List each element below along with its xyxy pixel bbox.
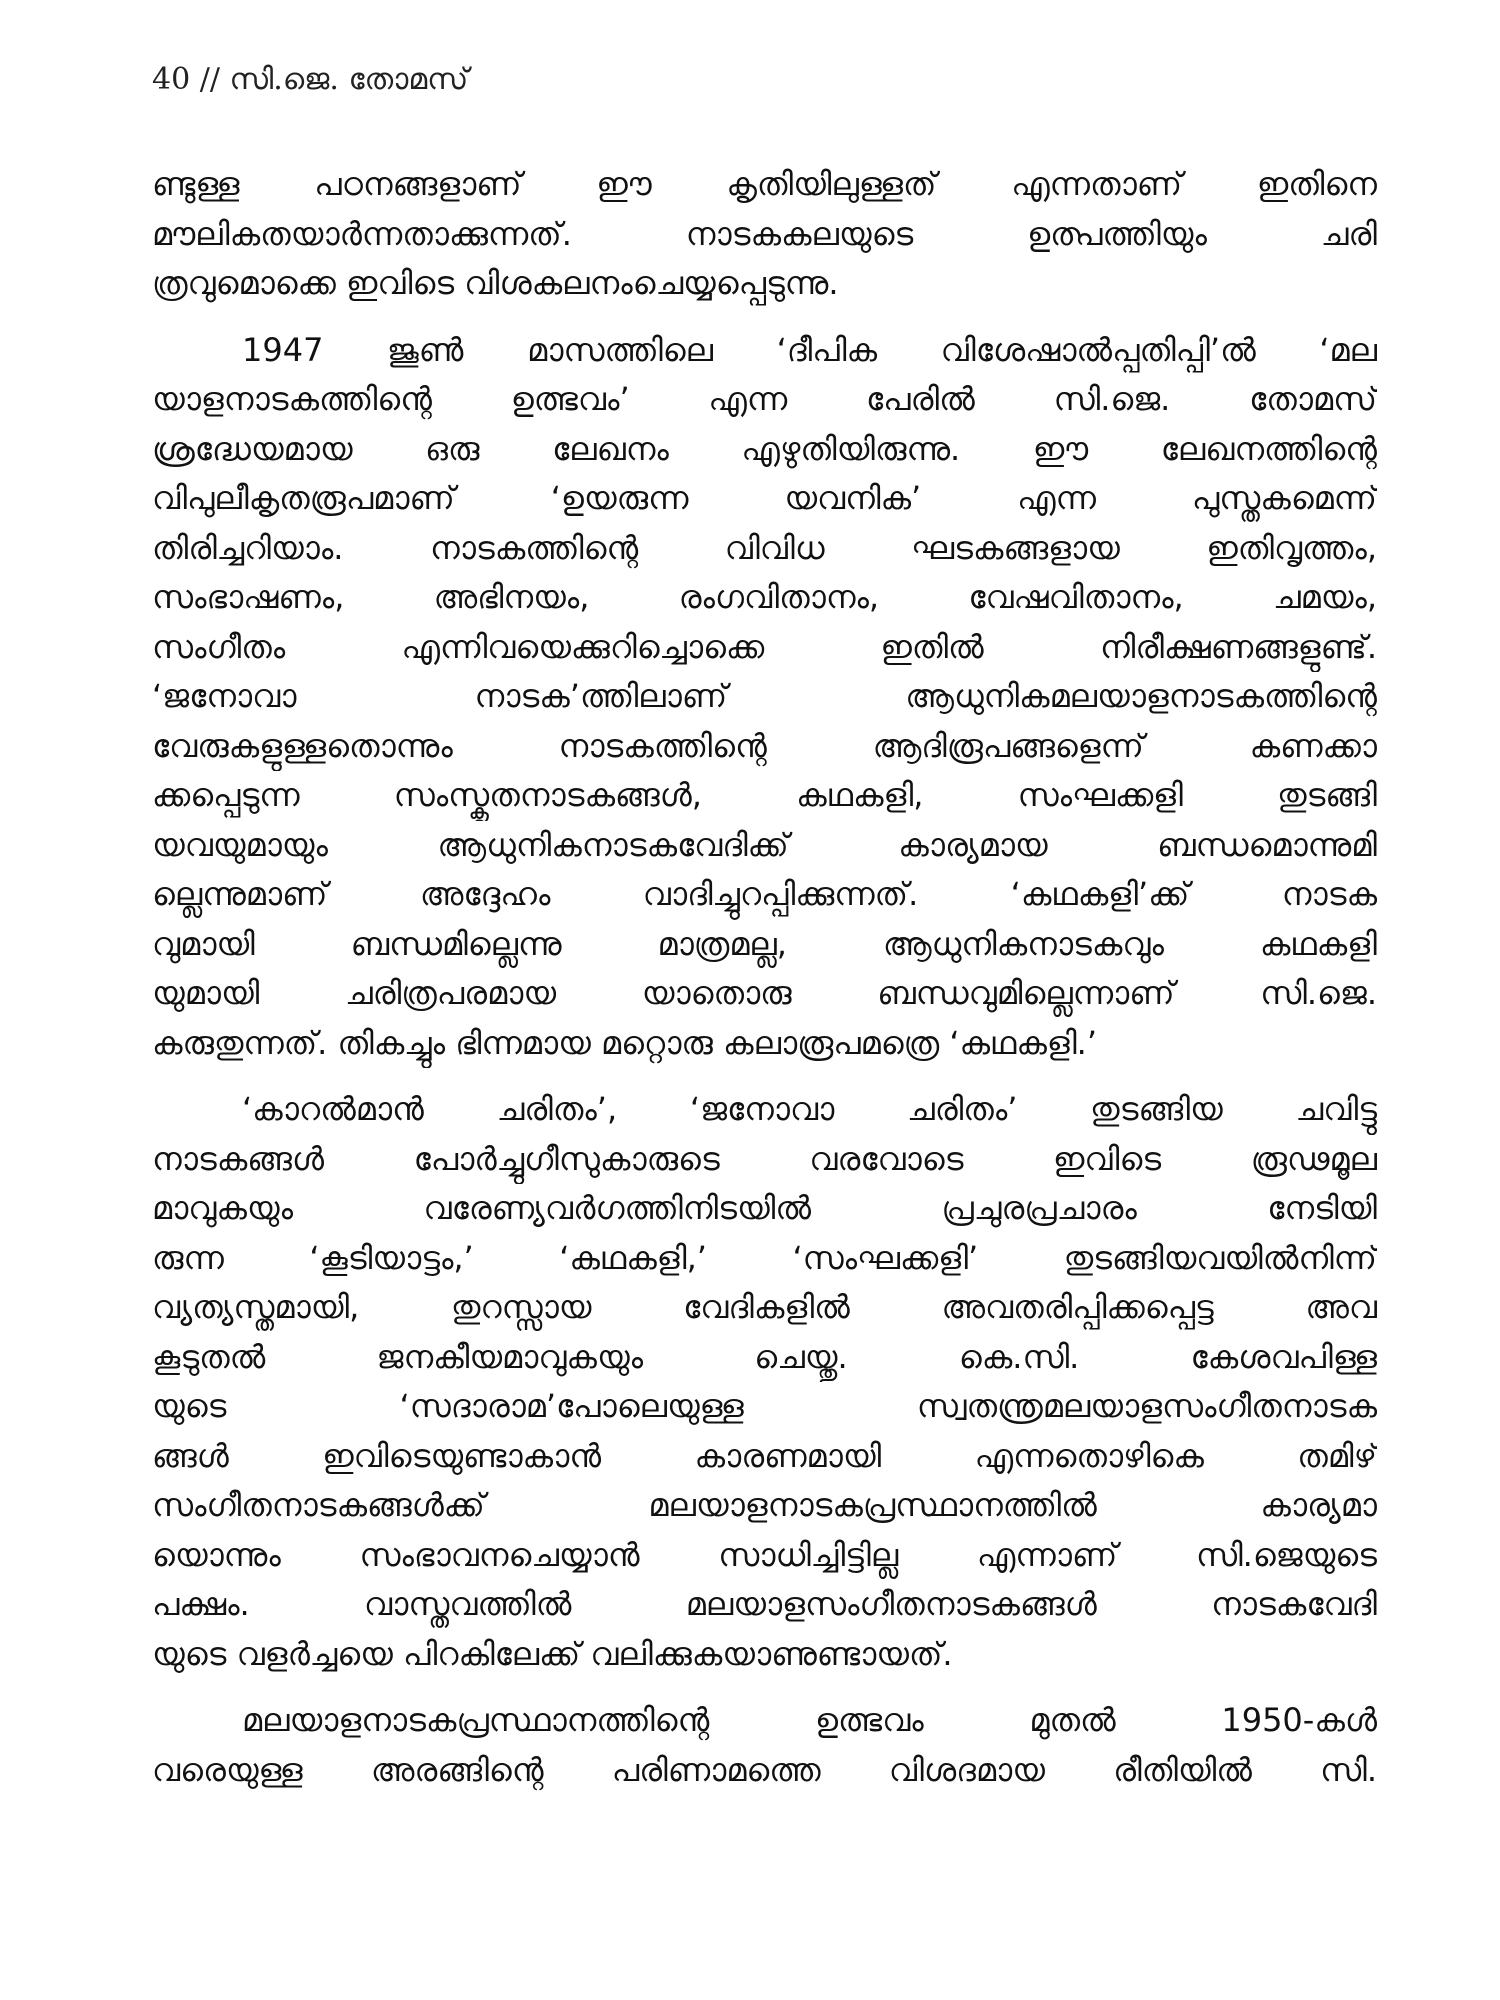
text-line: മാവുകയും വരേണ്യവർഗത്തിനിടയിൽ പ്രചുരപ്രചാരം നേടിയി: [152, 1189, 1377, 1227]
text-line: യാളനാടകത്തിന്റെ ഉത്ഭവം’ എന്ന പേരിൽ സി.ജെ. തോമസ്: [152, 380, 1377, 418]
text-line: വേരുകളുള്ളതൊന്നും നാടകത്തിന്റെ ആദിരൂപങ്ങളെന്ന് കണക്കാ: [152, 726, 1377, 765]
text-line: നാടകങ്ങൾ പോർച്ചുഗീസുകാരുടെ വരവോടെ ഇവിടെ രൂഢമൂല: [152, 1139, 1377, 1178]
paragraph-4: [152, 1696, 1377, 1795]
text-line: ‘ജനോവാ നാടക’ത്തിലാണ് ആധുനികമലയാളനാടകത്തിന്റെ: [152, 677, 1377, 715]
text-line: വരെയുള്ള അരങ്ങിന്റെ പരിണാമത്തെ വിശദമായ രീതിയിൽ സി.: [152, 1750, 1377, 1789]
text-line: രുന്ന ‘കൂടിയാട്ടം,’ ‘കഥകളി,’ ‘സംഘക്കളി’ തുടങ്ങിയവയിൽനിന്ന്: [152, 1238, 1377, 1277]
paragraph-3: [152, 1085, 1377, 1679]
text-line: വിപുലീകൃതരൂപമാണ് ‘ഉയരുന്ന യവനിക’ എന്ന പുസ്തകമെന്ന്: [152, 479, 1377, 517]
text-line: ‘കാറൽമാൻ ചരിതം’, ‘ജനോവാ ചരിതം’ തുടങ്ങിയ ചവിട്ടു: [242, 1090, 1377, 1128]
text-line: 1947 ജൂൺ മാസത്തിലെ ‘ദീപിക വിശേഷാൽപ്പതിപ്പി’ൽ ‘മല: [242, 330, 1377, 369]
text-line: ക്കപ്പെടുന്ന സംസ്കൃതനാടകങ്ങൾ, കഥകളി, സംഘക്കളി തുടങ്ങി: [152, 776, 1377, 814]
text-line: സംഗീതനാടകങ്ങൾക്ക് മലയാളനാടകപ്രസ്ഥാനത്തിൽ കാര്യമാ: [152, 1486, 1377, 1524]
text-line: യുടെ ‘സദാരാമ’പോലെയുള്ള സ്വതന്ത്രമലയാളസംഗീതനാടക: [152, 1387, 1377, 1425]
paragraph-2: [152, 326, 1377, 1069]
text-line: വ്യത്യസ്തമായി, തുറസ്സായ വേദികളിൽ അവതരിപ്പിക്കപ്പെട്ട അവ: [152, 1288, 1377, 1326]
text-line: യുമായി ചരിത്രപരമായ യാതൊരു ബന്ധവുമില്ലെന്നാണ് സി.ജെ.: [152, 974, 1377, 1012]
text-line: മലയാളനാടകപ്രസ്ഥാനത്തിന്റെ ഉത്ഭവം മുതൽ 1950-കൾ: [242, 1701, 1377, 1739]
text-line: ത്രവുമൊക്കെ ഇവിടെ വിശകലനംചെയ്യപ്പെടുന്നു.: [152, 264, 839, 302]
text-line: തിരിച്ചറിയാം. നാടകത്തിന്റെ വിവിധ ഘടകങ്ങളായ ഇതിവൃത്തം,: [152, 528, 1377, 567]
text-line: സംഭാഷണം, അഭിനയം, രംഗവിതാനം, വേഷവിതാനം, ചമയം,: [152, 578, 1377, 616]
text-line: ശ്രദ്ധേയമായ ഒരു ലേഖനം എഴുതിയിരുന്നു. ഈ ലേഖനത്തിന്റെ: [152, 429, 1377, 468]
text-line: പക്ഷം. വാസ്തവത്തിൽ മലയാളസംഗീതനാടകങ്ങൾ നാടകവേദി: [152, 1585, 1377, 1623]
text-line: വുമായി ബന്ധമില്ലെന്നു മാത്രമല്ല, ആധുനികനാടകവും കഥകളി: [152, 924, 1377, 963]
text-line: കൂടുതൽ ജനകീയമാവുകയും ചെയ്തു. കെ.സി. കേശവപിള്ള: [152, 1337, 1377, 1376]
text-line: യുടെ വളർച്ചയെ പിറകിലേക്ക് വലിക്കുകയാണുണ്ടായത്.: [152, 1634, 953, 1673]
text-line: ല്ലെന്നുമാണ് അദ്ദേഹം വാദിച്ചുറപ്പിക്കുന്നത്. ‘കഥകളി’ക്ക് നാടക: [152, 875, 1377, 913]
body-text: [152, 160, 1377, 1795]
text-line: ങ്ങൾ ഇവിടെയുണ്ടാകാൻ കാരണമായി എന്നതൊഴികെ തമിഴ്: [152, 1436, 1377, 1475]
text-line: മൗലികതയാർന്നതാക്കുന്നത്. നാടകകലയുടെ ഉത്പത്തിയും ചരി: [152, 214, 1377, 253]
text-line: ണ്ടുള്ള പഠനങ്ങളാണ് ഈ കൃതിയിലുള്ളത് എന്നതാണ് ഇതിനെ: [152, 165, 1377, 203]
text-line: യവയുമായും ആധുനികനാടകവേദിക്ക് കാര്യമായ ബന്ധമൊന്നുമി: [152, 825, 1377, 864]
text-line: കരുതുന്നത്. തികച്ചും ഭിന്നമായ മറ്റൊരു കലാരൂപമത്രെ ‘കഥകളി.’: [152, 1023, 1098, 1062]
text-line: യൊന്നും സംഭാവനചെയ്യാൻ സാധിച്ചിട്ടില്ല എന്നാണ് സി.ജെയുടെ: [152, 1535, 1377, 1574]
text-line: സംഗീതം എന്നിവയെക്കുറിച്ചൊക്കെ ഇതിൽ നിരീക്ഷണങ്ങളുണ്ട്.: [152, 627, 1377, 666]
paragraph-1: [152, 160, 1377, 309]
running-head: 40 // സി.ജെ. തോമസ്: [152, 62, 469, 97]
